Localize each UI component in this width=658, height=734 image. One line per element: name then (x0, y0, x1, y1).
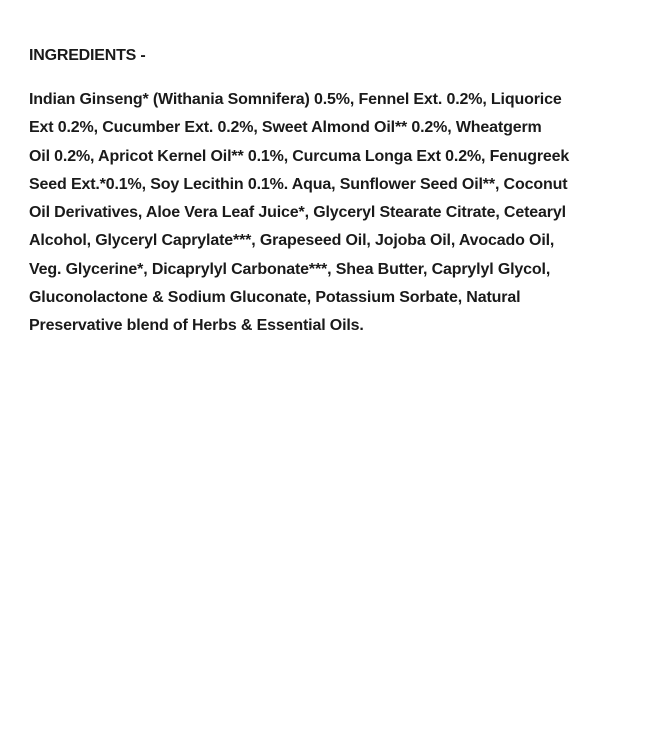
ingredients-line: Gluconolactone & Sodium Gluconate, Potassium Sorbate, Natural (29, 289, 521, 307)
ingredients-line: Preservative blend of Herbs & Essential Oils. (29, 317, 364, 335)
ingredients-line: Seed Ext.*0.1%, Soy Lecithin 0.1%. Aqua, Sunflower Seed Oil**, Coconut (29, 175, 568, 193)
ingredients-heading: INGREDIENTS - (29, 47, 146, 64)
ingredients-line: Oil 0.2%, Apricot Kernel Oil** 0.1%, Curcuma Longa Ext 0.2%, Fenugreek (29, 147, 570, 165)
ingredients-line: Alcohol, Glyceryl Caprylate***, Grapeseed Oil, Jojoba Oil, Avocado Oil, (29, 232, 555, 250)
ingredients-line: Veg. Glycerine*, Dicaprylyl Carbonate***, Shea Butter, Caprylyl Glycol, (29, 260, 551, 278)
ingredients-line: Oil Derivatives, Aloe Vera Leaf Juice*, Glyceryl Stearate Citrate, Cetearyl (29, 204, 566, 222)
ingredients-list (29, 86, 639, 341)
ingredients-line: Indian Ginseng* (Withania Somnifera) 0.5%, Fennel Ext. 0.2%, Liquorice (29, 91, 562, 108)
ingredients-line: Ext 0.2%, Cucumber Ext. 0.2%, Sweet Almond Oil** 0.2%, Wheatgerm (29, 119, 542, 137)
